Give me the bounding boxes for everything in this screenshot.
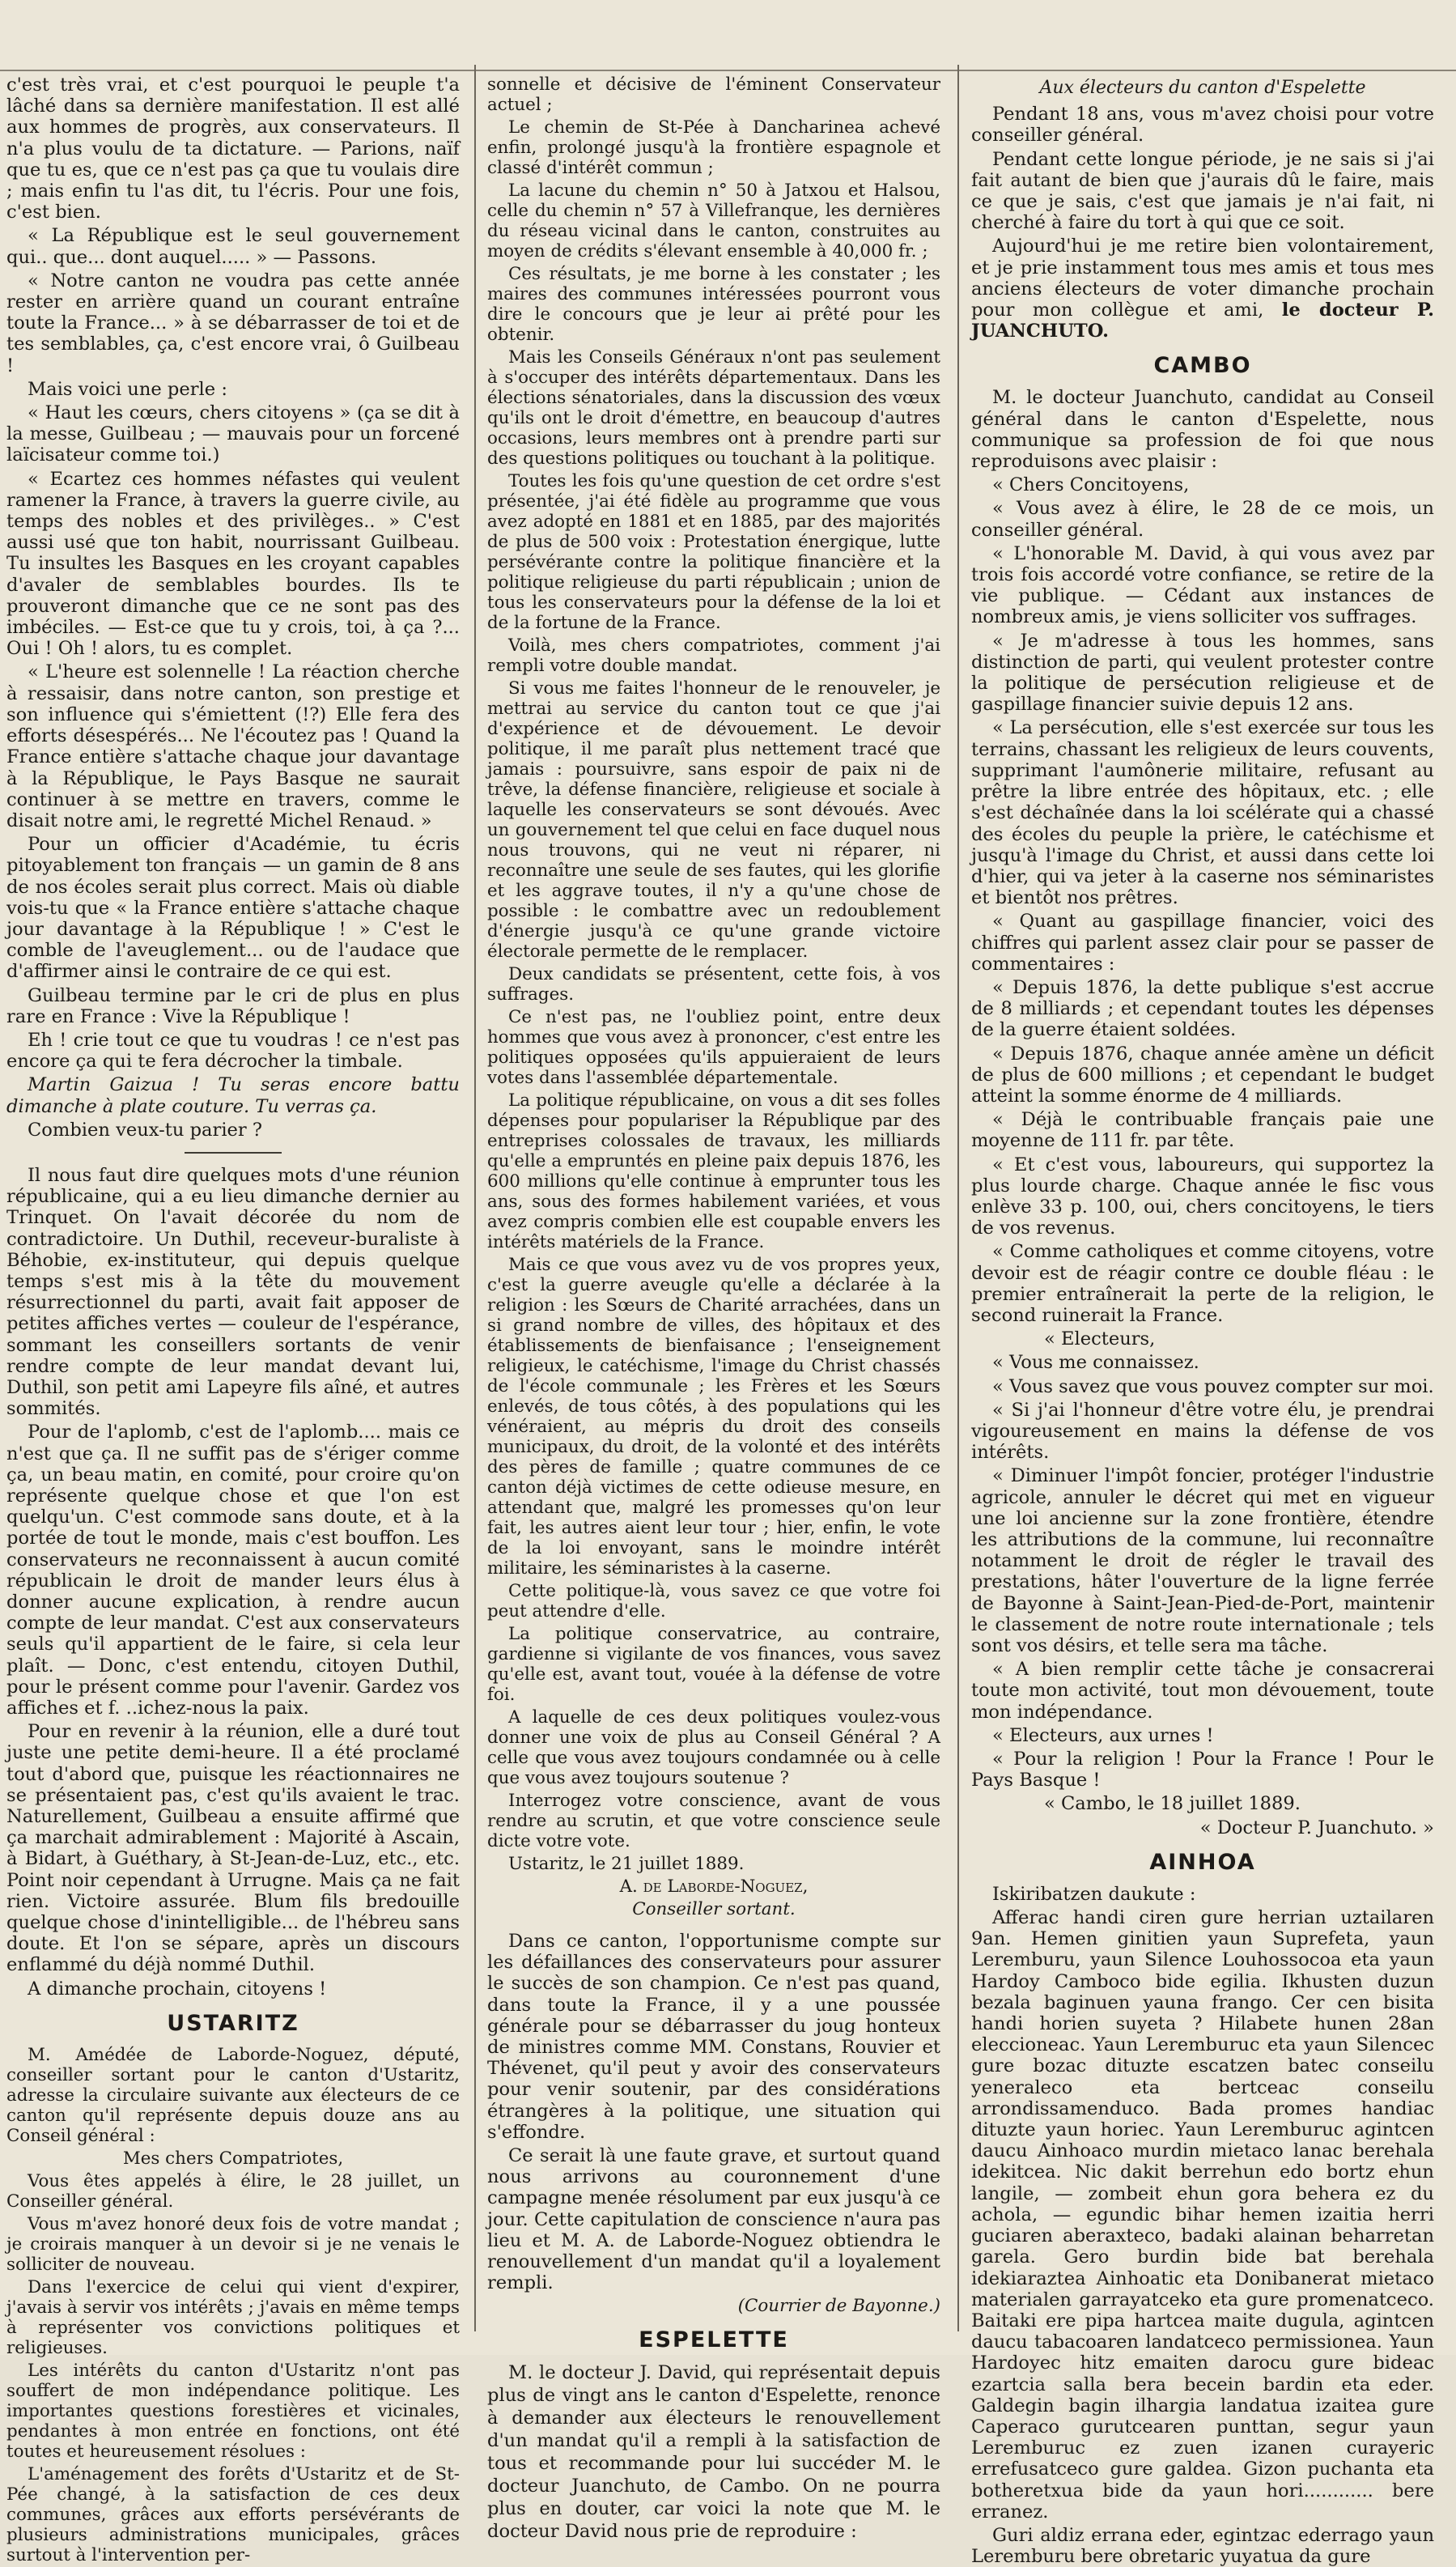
paragraph: « La persécution, elle s'est exercée sur tous les terrains, chassant les religieux de leurs couvents, supprimant l'aumônerie militaire, refusant au prêtre la libre entrée des hôpitaux, etc. ; elle s'est déchaînée dans la loi scélérate qui a chassé des écoles du peuple la prière, le catéchisme et jusqu'à l'image du Christ, et aussi dans cette loi d'hier, qui va jeter à la caserne nos séminaristes et bientôt nos prêtres. (971, 717, 1434, 909)
paragraph: L'aménagement des forêts d'Ustaritz et de St-Pée changé, à la satisfaction de ces deux communes, grâces aux efforts persévérants de plusieurs administrations municipales, grâces surtout à l'intervention per- (6, 2463, 460, 2565)
paragraph: Pour en revenir à la réunion, elle a duré tout juste une petite demi-heure. Il a été proclamé tout d'abord que, puisque les réactionnaires ne se présentaient pas, c'est qu'ils avaient le trac. Naturellement, Guilbeau a ensuite affirmé que ça marchait admirablement : Majorité à Ascain, à Bidart, à Guéthary, à St-Jean-de-Luz, etc., etc. Point noir cependant à Urrugne. Mais ça ne fait rien. Victoire assurée. Blum fils bredouille quelque chose d'inintelligible... de l'hébreu sans doute. Et l'on se sépare, après un discours enflammé du déjà nommé Duthil. (6, 1721, 460, 1976)
paragraph: « Depuis 1876, la dette publique s'est accrue de 8 milliards ; et cependant toutes les dépenses de la guerre étaient soldées. (971, 976, 1434, 1041)
paragraph: « L'honorable M. David, à qui vous avez par trois fois accordé votre confiance, se retire de la vie publique. — Cédant aux instances de nombreux amis, je viens solliciter vos suffrages. (971, 542, 1434, 628)
paragraph: Il nous faut dire quelques mots d'une réunion républicaine, qui a eu lieu dimanche dernier au Trinquet. On l'avait décorée du nom de contradictoire. Un Duthil, receveur-buraliste à Béhobie, ex-instituteur, qui depuis quelque temps s'est mis à la tête du mouvement résurrectionnel du parti, avait fait apposer de petites affiches vertes — couleur de l'espérance, sommant les conseillers sortants de venir rendre compte de leur mandat devant lui, Duthil, son petit ami Lapeyre fils aîné, et autres sommités. (6, 1164, 460, 1420)
paragraph: Interrogez votre conscience, avant de vous rendre au scrutin, et que votre conscience seule dicte votre vote. (487, 1791, 940, 1851)
paragraph: « Vous me connaissez. (992, 1352, 1199, 1374)
paragraph: La lacune du chemin n° 50 à Jatxou et Halsou, celle du chemin n° 57 à Villefranque, les dernières du réseau vicinal dans le canton, construites au moyen de crédits s'élevant ensemble à 40,000 fr. ; (487, 181, 940, 261)
paragraph: « Chers Concitoyens, (992, 474, 1190, 496)
paragraph: Pendant 18 ans, vous m'avez choisi pour votre conseiller général. (971, 104, 1434, 147)
dateline: Ustaritz, le 21 juillet 1889. (508, 1854, 745, 1874)
paragraph: Pendant cette longue période, je ne sais si j'ai fait autant de bien que j'aurais dû le faire, mais ce que je sais, c'est que jamais je n'ai fait, ni cherché à faire du tort à qui que ce soit. (971, 148, 1434, 234)
paragraph: Eh ! crie tout ce que tu voudras ! ce n'est pas encore ça qui te fera décrocher la timbale. (6, 1029, 460, 1073)
paragraph: « La République est le seul gouvernement qui.. que... dont auquel..... » — Passons. (6, 225, 460, 268)
paragraph: Voilà, mes chers compatriotes, comment j'ai rempli votre double mandat. (487, 635, 940, 676)
paragraph: « Vous avez à élire, le 28 de ce mois, un conseiller général. (971, 498, 1434, 541)
paragraph: Les intérêts du canton d'Ustaritz n'ont pas souffert de mon indépendance politique. Les importantes questions forestières et vicinales, pendantes à mon entrée en fonctions, ont été toutes et heureusement résolues : (6, 2360, 460, 2462)
paragraph: Combien veux-tu parier ? (28, 1119, 263, 1141)
paragraph: Mais les Conseils Généraux n'ont pas seulement à s'occuper des intérêts départementaux. Dans les élections sénatoriales, dans la discussion des vœux qu'ils ont le droit d'émettre, en beaucoup d'autres occasions, leurs membres ont à prendre parti sur des questions politiques ou touchant à la politique. (487, 347, 940, 469)
paragraph: Afferac handi ciren gure herrian uztailaren 9an. Hemen ginitien yaun Suprefeta, yaun Leremburu, yaun Silence Louhossocoa eta yaun Hardoy Camboco bide egilia. Ikhusten duzun bezala baginuen yauna frango. Cer cen bisita handi horien suyeta ? Hilabete hunen 28an eleccioneac. Yaun Leremburuc eta yaun Silencec gure bozac dituzte escatzen batec conseilu yeneraleco eta bertceac conseilu arrondissamenduco. Bada promes handiac dituzte yaun horiec. Yaun Leremburuc agintcen daucu Ainhoaco murdin mietaco lanac berehala idekitcea. Nic dakit berrehun edo bortz ehun langile, — zombeit ehun gora behera ez du achola, — egundic bihar hemen izaitia herri guciaren aberaxteco, badaki alainan beharretan garela. Gero burdin bide bat berehala idekiaraztea Ainhoatic eta Donibanerat mietaco materialen garrayatceko eta gure promenatceco. Baitaki ere pipa hartcea maite dugula, agintcen daucu tabacoaren landatceco permissionea. Yaun Hardoyec hitz emaiten darocu gure bideac ezartcia salla bera becein bardin eta eder. Galdegin bagin ilhargia landatua izaitea gure Caperaco gurutcearen punttan, segur yaun Leremburuc ez zuen izanen curayeric errefusatceco gure galdea. Gizon puchanta eta botheretxua bide da yaun hori............ bere erranez. (971, 1907, 1434, 2522)
paragraph: Guilbeau termine par le cri de plus en plus rare en France : Vive la République ! (6, 984, 460, 1027)
paragraph: Vous m'avez honoré deux fois de votre mandat ; je croirais manquer à un devoir si je ne venais le solliciter de nouveau. (6, 2213, 460, 2275)
paragraph: « Vous savez que vous pouvez compter sur moi. (992, 1375, 1434, 1397)
paragraph: M. le docteur J. David, qui représentait depuis plus de vingt ans le canton d'Espelette, renonce à demander aux électeurs le renouvellement d'un mandat qu'il a rempli à la satisfaction de tous et recommande pour lui succéder M. le docteur Juanchuto, de Cambo. On ne pourra plus en douter, car voici la note que M. le docteur David nous prie de reproduire : (487, 2362, 940, 2543)
paragraph: « Ecartez ces hommes néfastes qui veulent ramener la France, à travers la guerre civile, au temps des nobles et des privilèges.. » C'est aussi usé que ton habit, nourrissant Guilbeau. Tu insultes les Basques en les croyant capables d'avaler de semblables bourdes. Ils te prouveront dimanche que ce ne sont pas des imbéciles. — Est-ce que tu y crois, toi, à ça ?... Oui ! Oh ! alors, tu es complet. (6, 468, 460, 660)
section-heading-ainhoa: AINHOA (1149, 1849, 1256, 1875)
salutation: Mes chers Compatriotes, (122, 2148, 344, 2169)
paragraph: « Et c'est vous, laboureurs, qui supportez la plus lourde charge. Chaque année le fisc vous enlève 33 p. 100, oui, chers concitoyens, le tiers de vos revenus. (971, 1154, 1434, 1239)
signature: « Docteur P. Juanchuto. » (1199, 1817, 1434, 1838)
paragraph: Vous êtes appelés à élire, le 28 juillet, un Conseiller général. (6, 2170, 460, 2212)
paragraph-text: Aujourd'hui je me retire bien volontairement, et je prie instamment tous mes amis et tous mes anciens électeurs de voter dimanche prochain pour mon collègue et ami, (971, 236, 1434, 321)
paragraph: « Electeurs, aux urnes ! (992, 1724, 1214, 1746)
paragraph: Le chemin de St-Pée à Dancharinea achevé enfin, prolongé jusqu'à la frontière espagnole et classé d'intérêt commun ; (487, 117, 940, 178)
paragraph: « Comme catholiques et comme citoyens, votre devoir est de réagir contre ce double fléau : le premier entraînerait la perte de la religion, le second ruinerait la France. (971, 1241, 1434, 1326)
column-3 (971, 74, 1434, 2567)
paragraph: « Quant au gaspillage financier, voici des chiffres qui parlent assez clair pour se passer de commentaires : (971, 911, 1434, 975)
column-2 (487, 74, 940, 2543)
paragraph: « Notre canton ne voudra pas cette année rester en arrière quand un courant entraîne toute la France... » à se débarrasser de toi et de tes semblables, ça, c'est encore vrai, ô Guilbeau ! (6, 270, 460, 376)
column-rule-1 (474, 65, 476, 2331)
signature-role: Conseiller sortant. (632, 1899, 796, 1919)
section-heading-ustaritz: USTARITZ (167, 2010, 299, 2036)
paragraph: Mais voici une perle : (28, 378, 227, 400)
paragraph: « Haut les cœurs, chers citoyens » (ça se dit à la messe, Guilbeau ; — mauvais pour un forcené laïcisateur comme toi.) (6, 402, 460, 466)
paragraph: Pour un officier d'Académie, tu écris pitoyablement ton français — un gamin de 8 ans de nos écoles serait plus correct. Mais où diable vois-tu que « la France entière s'attache chaque jour davantage à la République ! » C'est le comble de l'aveuglement... ou de l'audace que d'affirmer ainsi le contraire de ce qui est. (6, 834, 460, 983)
paragraph: « Depuis 1876, chaque année amène un déficit de plus de 600 millions ; et cependant le budget atteint la somme énorme de 4 milliards. (971, 1043, 1434, 1107)
paragraph: Ce serait là une faute grave, et surtout quand nous arrivons au couronnement d'une campagne menée résolument par eux jusqu'à ce jour. Cette capitulation de conscience n'aura pas lieu et M. A. de Laborde-Noguez obtiendra le renouvellement d'un mandat qu'il a loyalement rempli. (487, 2145, 940, 2294)
paragraph: Dans l'exercice de celui qui vient d'expirer, j'avais à servir vos intérêts ; j'avais en même temps à représenter vos convictions politiques et religieuses. (6, 2276, 460, 2358)
section-heading-espelette: ESPELETTE (639, 2327, 789, 2353)
paragraph: Pour de l'aplomb, c'est de l'aplomb.... mais ce n'est que ça. Il ne suffit pas de s'ériger comme ça, un beau matin, en comité, pour croire qu'on représente quelque chose et que l'on est quelqu'un. C'est commode sans doute, et à la portée de tout le monde, mais c'est bouffon. Les conservateurs ne reconnaissent à aucun comité républicain le droit de mander leurs élus à donner aucune explication, à rendre aucun compte de leur mandat. C'est aux conservateurs seuls qu'il appartient de le faire, si cela leur plaît. — Donc, c'est entendu, citoyen Duthil, pour le présent comme pour l'avenir. Gardez vos affiches et f. ..ichez-nous la paix. (6, 1422, 460, 1719)
paragraph: « L'heure est solennelle ! La réaction cherche à ressaisir, dans notre canton, son prestige et son influence qui s'émiettent (!?) Elle fera des efforts désespérés... Ne l'écoutez pas ! Quand la France entière s'attache chaque jour davantage à la République, le Pays Basque ne saurait continuer à se mettre en travers, comme le disait notre ami, le regretté Michel Renaud. » (6, 661, 460, 831)
paragraph: « Si j'ai l'honneur d'être votre élu, je prendrai vigoureusement en mains la défense de vos intérêts. (971, 1399, 1434, 1464)
paragraph: « A bien remplir cette tâche je consacrerai toute mon activité, tout mon dévouement, toute mon indépendance. (971, 1659, 1434, 1723)
paragraph: Iskiribatzen daukute : (992, 1883, 1196, 1905)
top-rule (0, 70, 1456, 71)
paragraph: « Electeurs, (1044, 1328, 1156, 1350)
paragraph: Ces résultats, je me borne à les constater ; les maires des communes intéressées pourront vous dire le concours que je leur ai prêté pour les obtenir. (487, 264, 940, 345)
paragraph: « Pour la religion ! Pour la France ! Pour le Pays Basque ! (971, 1749, 1434, 1791)
paragraph: Dans ce canton, l'opportunisme compte sur les défaillances des conservateurs pour assurer le succès de son champion. Ce n'est pas quand, dans toute la France, il y a une poussée générale pour se débarrasser du joug honteux de ministres comme MM. Constans, Rouvier et Thévenet, qu'il peut y avoir des conservateurs pour venir soutenir, par des considérations étrangères à la politique, une situation qui s'effondre. (487, 1931, 940, 2143)
paragraph: Guri aldiz errana eder, egintzac ederrago yaun Leremburu bere obretaric yuyatua da gure (971, 2524, 1434, 2567)
paragraph: sonnelle et décisive de l'éminent Conservateur actuel ; (487, 74, 940, 115)
paragraph: c'est très vrai, et c'est pourquoi le peuple t'a lâché dans sa dernière manifestation. Il est allé aux hommes de progrès, aux conservateurs. Il n'a plus voulu de ta dictature. — Parions, naïf que tu es, que ce n'est pas ça que tu voulais dire ; mais enfin tu l'as dit, tu l'écris. Pour une fois, c'est bien. (6, 74, 460, 223)
paragraph (971, 236, 1434, 342)
column-1 (6, 74, 460, 2565)
signature-name: A. de Laborde-Noguez, (619, 1876, 809, 1897)
paragraph: A dimanche prochain, citoyens ! (28, 1978, 327, 2000)
paragraph: « Diminuer l'impôt foncier, protéger l'industrie agricole, annuler le décret qui met en vigueur une loi ancienne sur la zone frontière, étendre les attributions de la commune, lui reconnaître notamment le droit de régler le travail des prestations, hâter l'ouverture de la ligne ferrée de Bayonne à Saint-Jean-Pied-de-Port, maintenir le classement de notre route internationale ; tels sont vos désirs, et telle sera ma tâche. (971, 1465, 1434, 1657)
paragraph: « Déjà le contribuable français paie une moyenne de 111 fr. par tête. (971, 1109, 1434, 1152)
paragraph: Cette politique-là, vous savez ce que votre foi peut attendre d'elle. (487, 1581, 940, 1621)
letter-heading: Aux électeurs du canton d'Espelette (1039, 78, 1366, 98)
paragraph: M. Amédée de Laborde-Noguez, député, conseiller sortant pour le canton d'Ustaritz, adresse la circulaire suivante aux électeurs de ce canton qu'il représente depuis douze ans au Conseil général : (6, 2044, 460, 2146)
paragraph: La politique républicaine, on vous a dit ses folles dépenses pour populariser la République par des entreprises colossales de travaux, les milliards qu'elle a empruntés en pleine paix depuis 1876, les 600 millions qu'elle continue à emprunter tous les ans, sous des formes habilement variées, et vous avez compris combien elle est coupable envers les intérêts matériels de la France. (487, 1090, 940, 1252)
paragraph: Martin Gaizua ! Tu seras encore battu dimanche à plate couture. Tu verras ça. (6, 1074, 460, 1117)
paragraph: A laquelle de ces deux politiques voulez-vous donner une voix de plus au Conseil Général ? A celle que vous avez toujours condamnée ou à celle que vous avez toujours soutenue ? (487, 1707, 940, 1788)
paragraph: Toutes les fois qu'une question de cet ordre s'est présentée, j'ai été fidèle au programme que vous avez adopté en 1881 et en 1885, par des majorités de plus de 500 voix : Protestation énergique, lutte persévérante contre la politique financière et la politique religieuse du parti républicain ; union de tous les conservateurs pour la défense de la loi et de la fortune de la France. (487, 471, 940, 633)
paragraph: Ce n'est pas, ne l'oubliez point, entre deux hommes que vous avez à prononcer, c'est entre les politiques opposées qu'ils appuieraient de leurs votes dans l'assemblée départementale. (487, 1007, 940, 1088)
source-credit: (Courrier de Bayonne.) (737, 2296, 940, 2317)
paragraph: « Je m'adresse à tous les hommes, sans distinction de parti, qui veulent protester contre la politique de persécution religieuse et de gaspillage financier suivie depuis 12 ans. (971, 630, 1434, 716)
paragraph: M. le docteur Juanchuto, candidat au Conseil général dans le canton d'Espelette, nous communique sa profession de foi que nous reproduisons avec plaisir : (971, 387, 1434, 473)
candidate-name: le docteur P. JUANCHUTO. (971, 300, 1434, 342)
column-rule-2 (957, 65, 959, 2331)
paragraph: La politique conservatrice, au contraire, gardienne si vigilante de vos finances, vous savez qu'elle est, avant tout, vouée à la défense de votre foi. (487, 1624, 940, 1705)
paragraph: Si vous me faites l'honneur de le renouveler, je mettrai au service du canton tout ce que j'ai d'expérience et de dévouement. Le devoir politique, il me paraît plus nettement tracé que jamais : poursuivre, sans espoir de paix ni de trêve, la défense financière, religieuse et sociale à laquelle les conservateurs se sont dévoués. Avec un gouvernement tel que celui en face duquel nous nous trouvons, qui ne veut ni réparer, ni reconnaître une seule de ses fautes, qui les glorifie et les aggrave toutes, il n'y a qu'une chose de possible : le combattre avec un redoublement d'énergie jusqu'à ce qu'une grande victoire électorale permette de le remplacer. (487, 678, 940, 962)
section-heading-cambo: CAMBO (1153, 353, 1252, 379)
paragraph: Deux candidats se présentent, cette fois, à vos suffrages. (487, 964, 940, 1005)
section-separator (185, 1152, 282, 1154)
paragraph: Mais ce que vous avez vu de vos propres yeux, c'est la guerre aveugle qu'elle a déclarée à la religion : les Sœurs de Charité arrachées, dans un si grand nombre de villes, des hôpitaux et des établissements de bienfaisance ; l'enseignement religieux, le catéchisme, l'image du Christ chassés de l'école communale ; les Frères et les Sœurs enlevés, de tous côtés, à des populations qui les vénéraient, au mépris du droit des conseils municipaux, du droit, de la volonté et des intérêts des pères de famille ; quatre communes de ce canton déjà victimes de cette odieuse mesure, en attendant que, malgré les promesses qu'on leur fait, les autres aient leur tour ; hier, enfin, le vote de la loi envoyant, sans le moindre intérêt militaire, les séminaristes à la caserne. (487, 1255, 940, 1579)
dateline: « Cambo, le 18 juillet 1889. (1044, 1793, 1301, 1815)
